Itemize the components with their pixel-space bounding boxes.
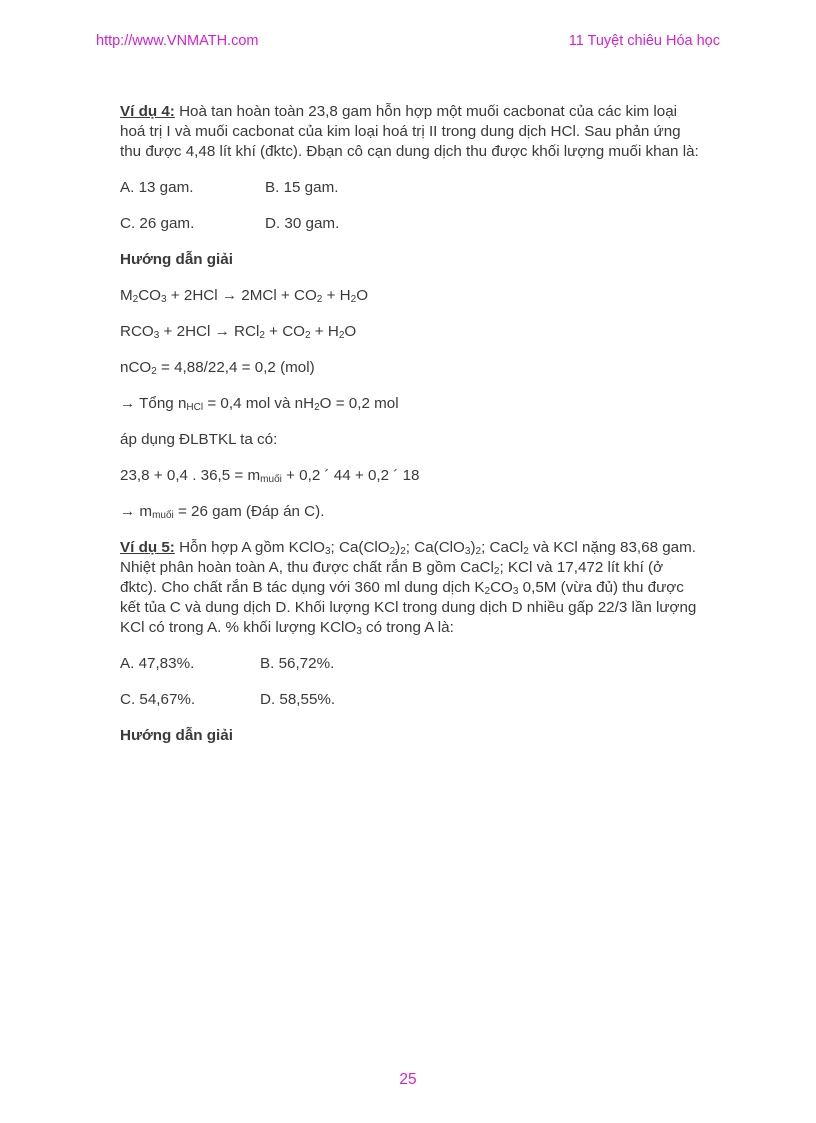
option-b: B. 15 gam. <box>265 179 339 196</box>
example-5-question: Ví dụ 5: Hỗn hợp A gồm KClO$_3$; $Ca(ClO_2)_2$; $Ca(ClO_3)_2$; CaCl$_2$ và KCl nặng 83,68 gam. Nhiệt phân hoàn toàn A, thu được chất rắn B gồm CaCl$_2$; KCl và 17,472 lít khí (ở đktc). Cho chất rắn B tác dụng với 360 ml dung dịch $K_2CO_3$ 0,5M (vừa đủ) thu được kết tủa C và dung dịch D. Khối lượng KCl trong dung dịch D nhiều gấp 22/3 lần lượng KCl có trong A. % khối lượng KClO$_3$ có trong A là: <box>120 539 697 637</box>
line-5: áp dụng ĐLBTKL ta có: <box>120 431 278 448</box>
option-b: B. 56,72%. <box>260 655 335 672</box>
example-5-options-row-1 <box>120 654 700 674</box>
option-d: D. 58,55%. <box>260 691 336 708</box>
header-title: 11 Tuyệt chiêu Hóa học <box>568 33 720 49</box>
page-content <box>120 102 700 746</box>
example-4-options-row-1 <box>120 178 700 198</box>
equation-1: $M_2CO_3 + 2HCl \to 2MCl + CO_2 + H_2O$ <box>120 287 369 305</box>
example-4-text: Hoà tan hoàn toàn 23,8 gam hỗn hợp một muối cacbonat của các kim loại hoá trị I và muối cacbonat của kim loại hoá trị II trong dung dịch HCl. Sau phản ứng thu được 4,48 lít khí (đktc). Đbạn cô cạn dung dịch thu được khối lượng muối khan là: <box>120 103 699 160</box>
equation-6: 23,8 + 0,4 . $36,5 = m_{muối} + 0,2$ ´ 44 + 0,2 ´ 18 <box>120 467 420 485</box>
equation-2: $RCO_3 + 2HCl \to RCl_2 + CO_2 + H_2O$ <box>120 323 357 341</box>
equation-4: → Tổng $n_{HCl} = 0,4$ mol và $nH_2O = 0,2$ mol <box>120 395 399 413</box>
example-5-options-row-2 <box>120 690 700 710</box>
equation-3: nCO$_2$ = 4,88/22,4 = 0,2 (mol) <box>120 359 315 377</box>
example-5-solution-heading: Hướng dẫn giải <box>120 727 233 744</box>
example-4-solution-heading: Hướng dẫn giải <box>120 251 233 268</box>
option-a: A. 13 gam. <box>120 179 194 196</box>
header-url: http://www.VNMATH.com <box>96 33 259 49</box>
option-c: C. 26 gam. <box>120 215 195 232</box>
example-4-label: Ví dụ 4: <box>120 103 175 120</box>
option-a: A. 47,83%. <box>120 655 195 672</box>
example-5-label: Ví dụ 5: <box>120 539 175 556</box>
example-4-question <box>120 102 700 162</box>
option-c: C. 54,67%. <box>120 691 196 708</box>
example-4-options-row-2 <box>120 214 700 234</box>
equation-7: → $m_{muối} = 26$ gam (Đáp án C). <box>120 503 325 521</box>
option-d: D. 30 gam. <box>265 215 340 232</box>
page-number: 25 <box>399 1071 417 1088</box>
